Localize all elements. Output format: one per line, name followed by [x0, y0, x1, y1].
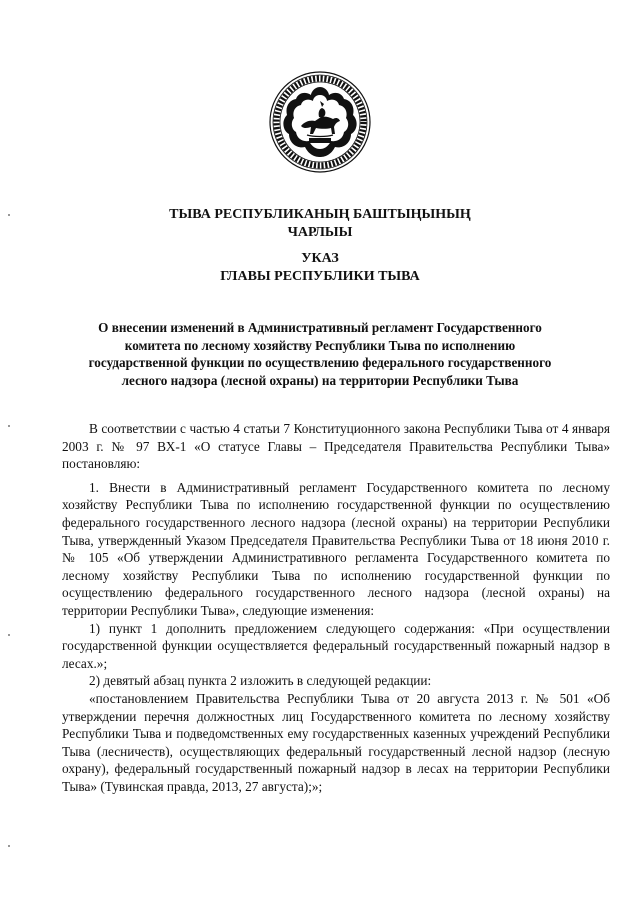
coat-of-arms	[269, 71, 371, 173]
scan-mark	[8, 214, 10, 216]
header-russian	[60, 250, 580, 286]
header-line-3: УКАЗ	[301, 251, 339, 266]
paragraph-item-1: 1. Внести в Административный регламент Государственного комитета по лесному хозяйству Республики Тыва по исполнению государственной функции по осуществлению федерального государственного лесного надзора (лесной охраны) на территории Республики Тыва, утвержденный Указом Председателя Правительства Республики Тыва от 18 июня 2010 г. № 105 «Об утверждении Административного регламента Государственного комитета по лесному хозяйству Республики Тыва по исполнению государственной функции по осуществлению федерального государственного лесного надзора (лесной охраны) на территории Республики Тыва», следующие изменения:	[62, 479, 610, 618]
decree-title	[58, 319, 582, 389]
header-line-4: ГЛАВЫ РЕСПУБЛИКИ ТЫВА	[220, 269, 420, 284]
header-line-1: ТЫВА РЕСПУБЛИКАНЫҢ БАШТЫҢЫНЫҢ	[169, 207, 471, 222]
paragraph-subitem-1: 1) пункт 1 дополнить предложением следующего содержания: «При осуществлении государственной функции осуществляется федеральный государственный пожарный надзор в лесах.»;	[62, 620, 610, 671]
scan-mark	[8, 845, 10, 847]
header-line-2: ЧАРЛЫЫ	[287, 225, 353, 240]
title-line-3: государственной функции по осуществлению федерального государственного	[88, 355, 552, 370]
paragraph-quote: «постановлением Правительства Республики Тыва от 20 августа 2013 г. № 501 «Об утверждении перечня должностных лиц Государственного комитета по лесному хозяйству Республики Тыва и подведомственных ему государственных казенных учреждений Республики Тыва (лесничеств), осуществляющих федеральный государственный лесной надзор (лесную охрану), федеральный государственный пожарный надзор в лесах на территории Республики Тыва» (Тувинская правда, 2013, 27 августа);»;	[62, 690, 610, 794]
paragraph-subitem-2: 2) девятый абзац пункта 2 изложить в следующей редакции:	[89, 673, 432, 689]
header-tuvan	[60, 206, 580, 242]
scan-mark	[8, 425, 10, 427]
paragraph-preamble: В соответствии с частью 4 статьи 7 Конституционного закона Республики Тыва от 4 января 2003 г. № 97 ВХ-1 «О статусе Главы – Председателя Правительства Республики Тыва» постановляю:	[62, 421, 610, 472]
title-line-4: лесного надзора (лесной охраны) на территории Республики Тыва	[121, 372, 519, 388]
decree-body	[62, 420, 610, 795]
title-line-2: комитета по лесному хозяйству Республики Тыва по исполнению	[124, 337, 516, 353]
tuva-coat-of-arms-icon	[269, 71, 371, 173]
scan-mark	[8, 634, 10, 636]
title-line-1: О внесении изменений в Административный регламент Государственного	[98, 320, 542, 335]
